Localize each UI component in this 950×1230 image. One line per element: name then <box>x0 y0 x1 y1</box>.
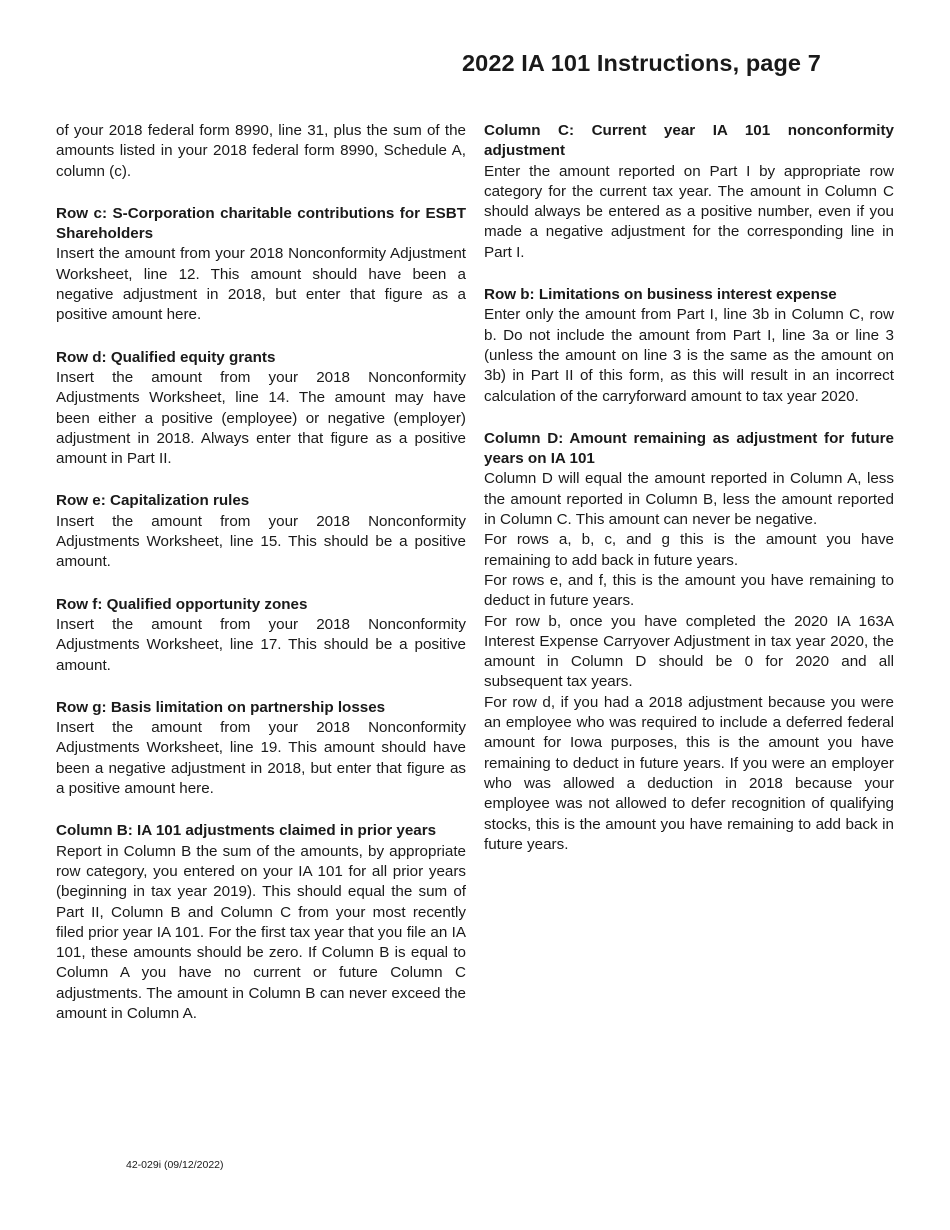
row-b-body: Enter only the amount from Part I, line 3b in Column C, row b. Do not include the amount from Part I, line 3a or line 3 (unless the amount on line 3 is the same as the amount on 3b) in Part II of this form, as this will result in an incorrect calculation of the carryforward amount to tax year 2020. <box>484 306 894 405</box>
row-e-heading: Row e: Capitalization rules <box>56 492 250 510</box>
row-g-body: Insert the amount from your 2018 Nonconformity Adjustments Worksheet, line 19. This amount should have been a negative adjustment in 2018, but enter that figure as a positive amount here. <box>56 719 466 798</box>
row-d-section <box>56 348 466 470</box>
page-title: 2022 IA 101 Instructions, page 7 <box>462 50 821 76</box>
column-d-paragraph: For row b, once you have completed the 2020 IA 163A Interest Expense Carryover Adjustment in tax year 2020, the amount in Column D should be 0 for 2020 and all subsequent tax years. <box>484 612 894 691</box>
column-d-paragraph: For rows a, b, c, and g this is the amount you have remaining to add back in future years. <box>484 531 894 569</box>
column-c-heading: Column C: Current year IA 101 nonconformity adjustment <box>484 122 894 160</box>
row-c-section <box>56 204 466 326</box>
left-column <box>56 121 466 1046</box>
row-e-section <box>56 491 466 572</box>
form-code: 42-029i (09/12/2022) <box>126 1159 224 1171</box>
column-c-body: Enter the amount reported on Part I by appropriate row category for the current tax year. The amount in Column C should always be entered as a positive number, even if you made a negative adjustment for the corresponding line in Part I. <box>484 162 894 261</box>
column-b-section <box>56 821 466 1024</box>
row-f-heading: Row f: Qualified opportunity zones <box>56 595 308 613</box>
column-b-heading: Column B: IA 101 adjustments claimed in prior years <box>56 822 437 840</box>
intro-text: of your 2018 federal form 8990, line 31, plus the sum of the amounts listed in your 2018 federal form 8990, Schedule A, column (c). <box>56 122 466 180</box>
row-f-body: Insert the amount from your 2018 Nonconformity Adjustments Worksheet, line 17. This should be a positive amount. <box>56 615 466 674</box>
row-c-heading: Row c: S-Corporation charitable contributions for ESBT Shareholders <box>56 204 466 243</box>
column-d-section <box>484 429 894 855</box>
row-g-heading: Row g: Basis limitation on partnership losses <box>56 698 386 716</box>
row-e-body: Insert the amount from your 2018 Nonconformity Adjustments Worksheet, line 15. This should be a positive amount. <box>56 512 466 571</box>
column-d-heading: Column D: Amount remaining as adjustment for future years on IA 101 <box>484 429 894 468</box>
column-b-body: Report in Column B the sum of the amounts, by appropriate row category, you entered on your IA 101 for all prior years (beginning in tax year 2019). This should equal the sum of Part II, Column B and Column C from your most recently filed prior year IA 101. For the first tax year that you file an IA 101, these amounts should be zero. If Column B is equal to Column A you have no current or future Column C adjustments. The amount in Column B can never exceed the amount in Column A. <box>56 842 466 1022</box>
row-f-section <box>56 595 466 676</box>
row-b-section <box>484 285 894 407</box>
row-d-body: Insert the amount from your 2018 Nonconformity Adjustments Worksheet, line 14. The amount may have been either a positive (employee) or negative (employer) adjustment in 2018. Always enter that figure as a positive amount in Part II. <box>56 368 466 468</box>
row-c-body: Insert the amount from your 2018 Nonconformity Adjustment Worksheet, line 12. This amount should have been a negative adjustment in 2018, but enter that figure as a positive amount here. <box>56 245 466 324</box>
intro-section <box>56 121 466 182</box>
right-column <box>484 121 894 877</box>
row-b-heading: Row b: Limitations on business interest expense <box>484 286 837 304</box>
column-c-section <box>484 121 894 263</box>
column-d-paragraph: Column D will equal the amount reported in Column A, less the amount reported in Column B, less the amount reported in Column C. This amount can never be negative. <box>484 470 894 529</box>
column-d-paragraph: For row d, if you had a 2018 adjustment because you were an employee who was required to include a deferred federal amount for Iowa purposes, this is the amount you have remaining to deduct in future years. If you were an employer who was allowed a deduction in 2018 because your employee was not allowed to defer recognition of qualifying stocks, this is the amount you have remaining to add back in future years. <box>484 693 894 853</box>
row-d-heading: Row d: Qualified equity grants <box>56 348 276 366</box>
row-g-section <box>56 698 466 799</box>
column-d-paragraph: For rows e, and f, this is the amount you have remaining to deduct in future years. <box>484 571 894 610</box>
